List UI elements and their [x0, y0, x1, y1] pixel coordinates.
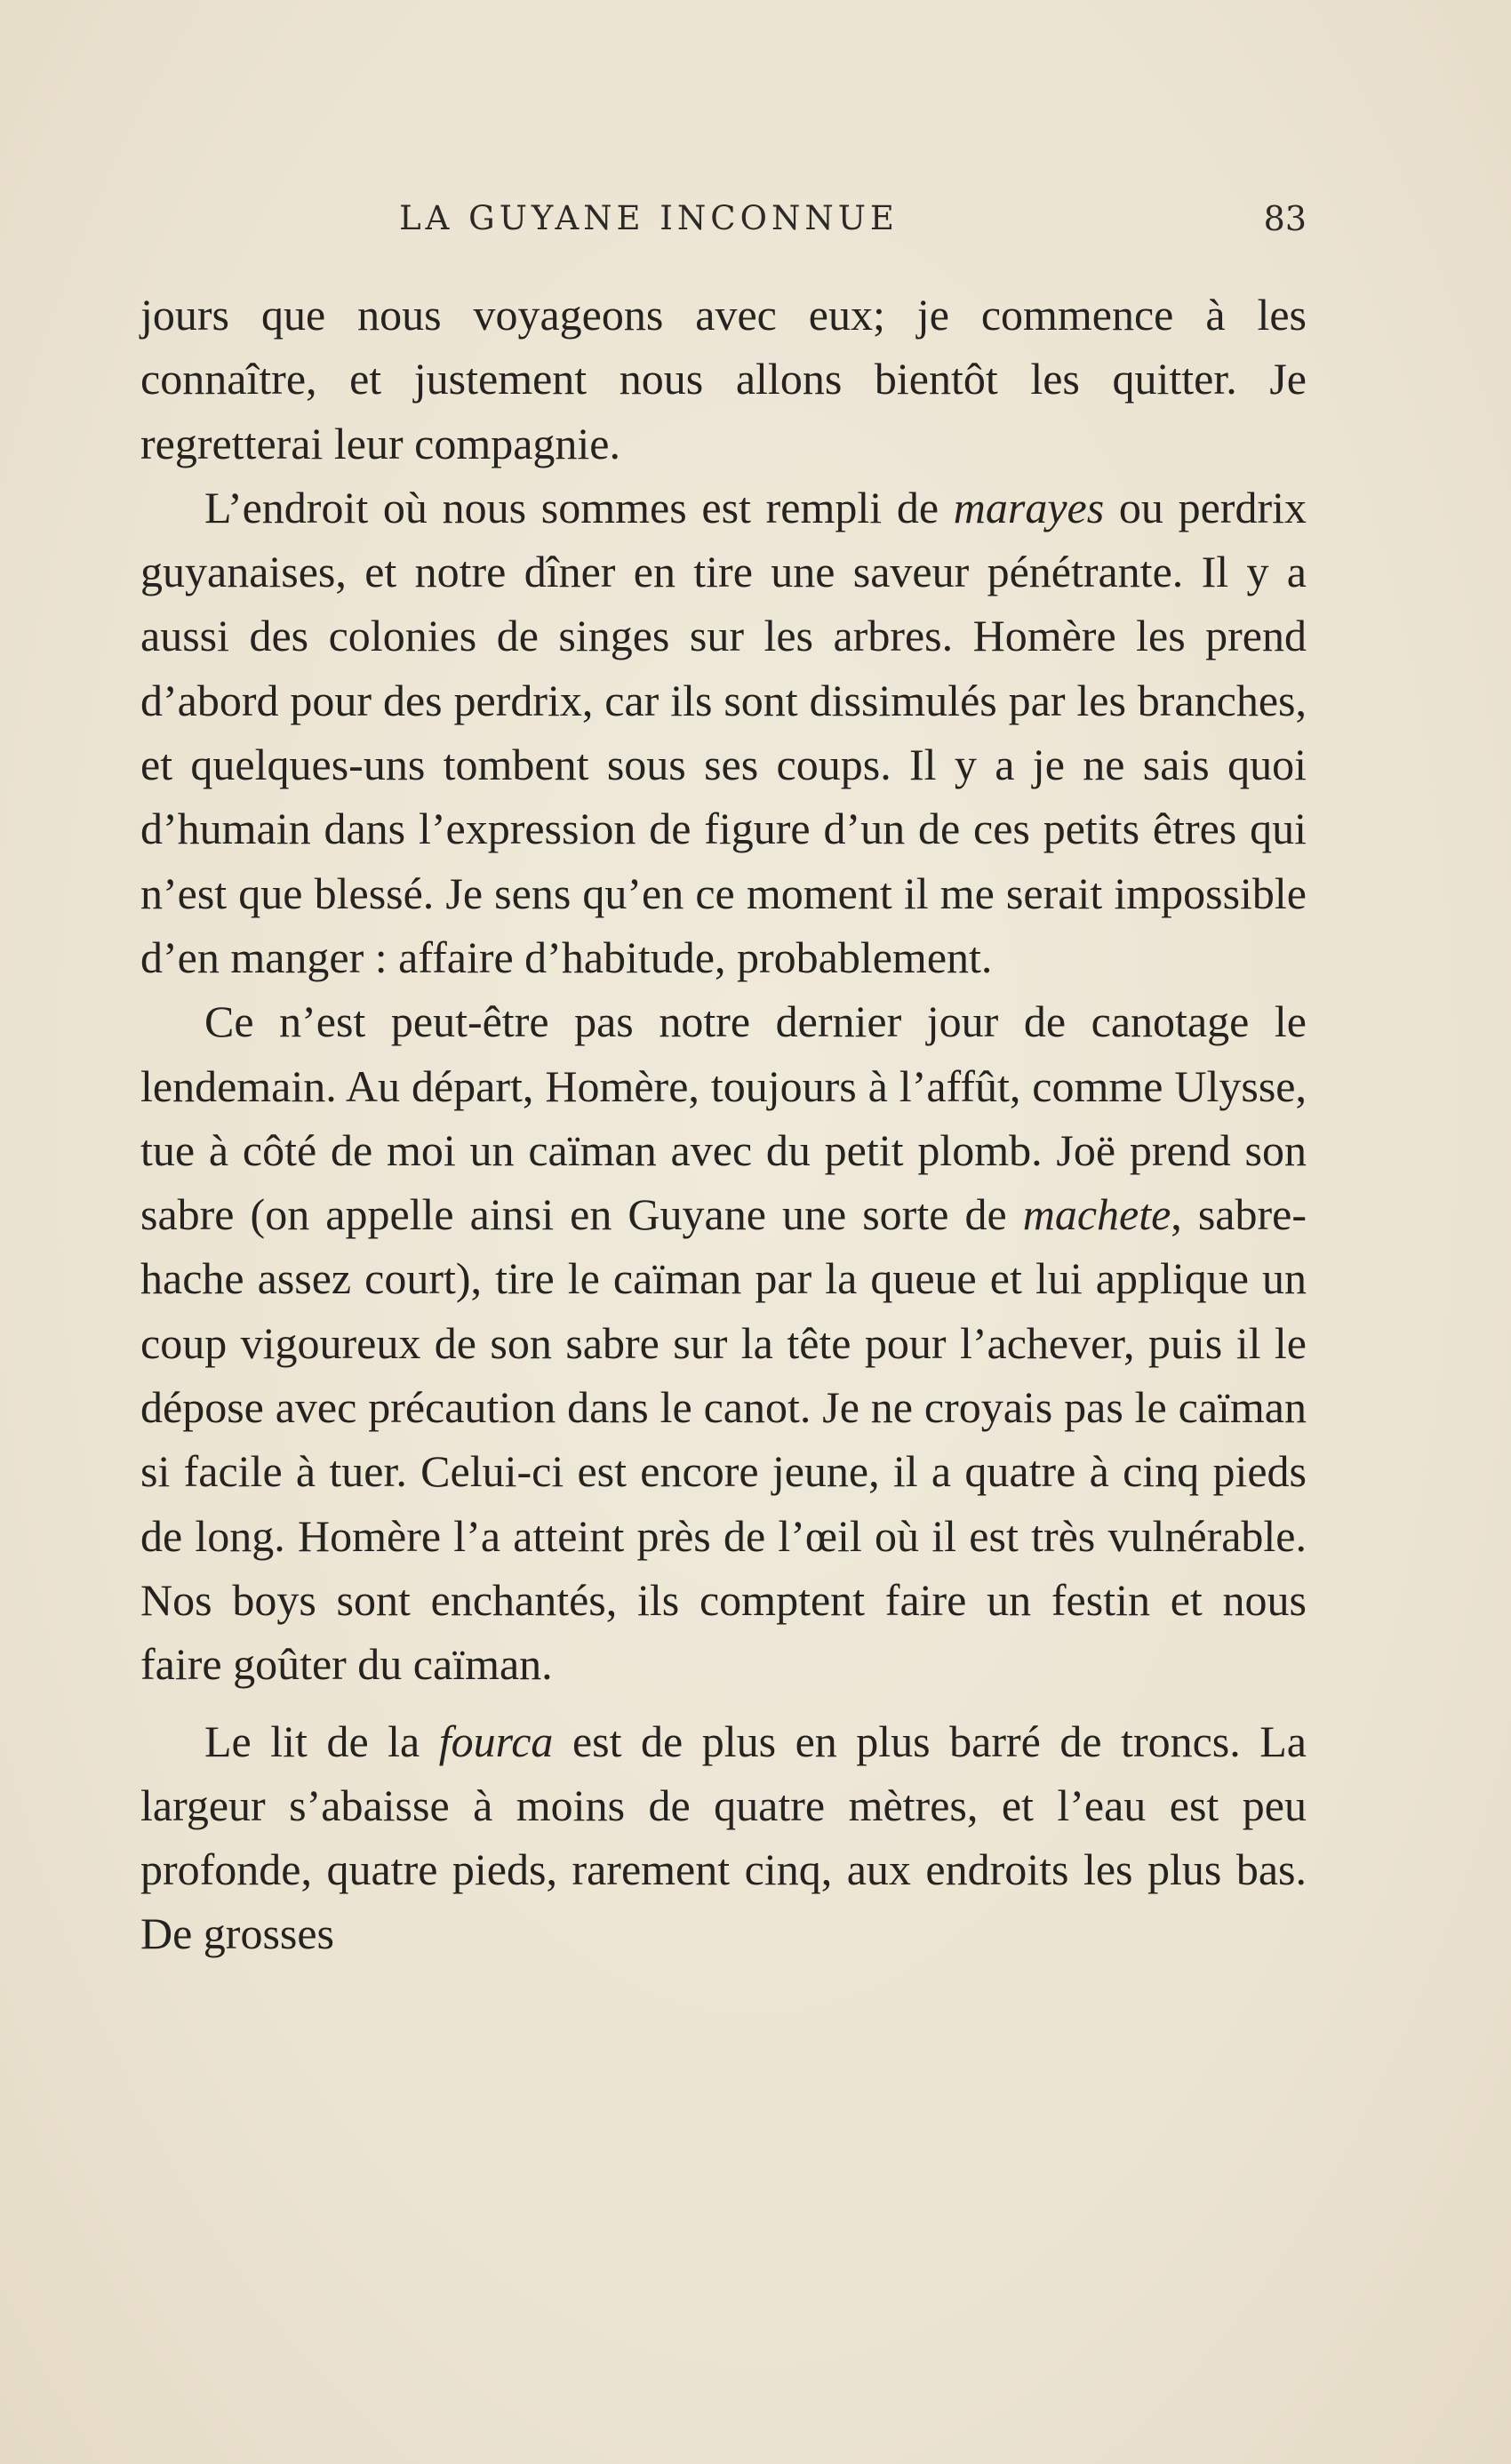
paragraph-4 — [140, 1709, 1307, 1966]
paragraph-3-part-a: Ce n’est peut-être pas notre dernier jour de canotage le lendemain. Au départ, Homère, toujours à l’affût, comme Ulysse, tue à côté de moi un caïman avec du petit plomb. Joë prend son sabre (on appelle ainsi en Guyane une sorte de — [140, 996, 1307, 1240]
body-text — [140, 283, 1307, 1966]
paragraph-2 — [140, 476, 1307, 989]
paragraph-1: jours que nous voyageons avec eux; je commence à les connaître, et justement nous allons bientôt les quitter. Je regretterai leur compagnie. — [140, 290, 1307, 468]
paragraph-2-part-a: L’endroit où nous sommes est rempli de — [204, 482, 954, 532]
running-head — [133, 194, 1307, 247]
running-title: LA GUYANE INCONNUE — [399, 199, 899, 237]
paragraph-4-italic-term: fourca — [438, 1716, 554, 1766]
paragraph-3 — [140, 989, 1307, 1696]
page-number: 83 — [1263, 199, 1307, 238]
paragraph-2-part-c: ou perdrix guyanaises, et notre dîner en tire une saveur pénétrante. Il y a aussi des colonies de singes sur les arbres. Homère les prend d’abord pour des perdrix, car ils sont dissimulés par les branches, et quelques-uns tombent sous ses coups. Il y a je ne sais quoi d’humain dans l’expression de figure d’un de ces petits êtres qui n’est que blessé. Je sens qu’en ce moment il me serait impossible d’en manger : affaire d’habitude, probablement. — [140, 482, 1307, 982]
paragraph-3-italic-term: machete — [1022, 1189, 1171, 1240]
paragraph-3-part-c: , sabre-hache assez court), tire le caïman par la queue et lui applique un coup vigoureux de son sabre sur la tête pour l’achever, puis il le dépose avec précaution dans le canot. Je ne croyais pas le caïman si facile à tuer. Celui-ci est encore jeune, il a quatre à cinq pieds de long. Homère l’a atteint près de l’œil où il est très vulnérable. Nos boys sont enchantés, ils comptent faire un festin et nous faire goûter du caïman. — [140, 1189, 1307, 1690]
paragraph-2-italic-term: marayes — [953, 482, 1105, 532]
paragraph-4-part-c: est de plus en plus barré de troncs. La largeur s’abaisse à moins de quatre mètres, et l’eau est peu profonde, quatre pieds, rarement cinq, aux endroits les plus bas. De grosses — [140, 1716, 1307, 1959]
paragraph-4-part-a: Le lit de la — [204, 1716, 439, 1766]
